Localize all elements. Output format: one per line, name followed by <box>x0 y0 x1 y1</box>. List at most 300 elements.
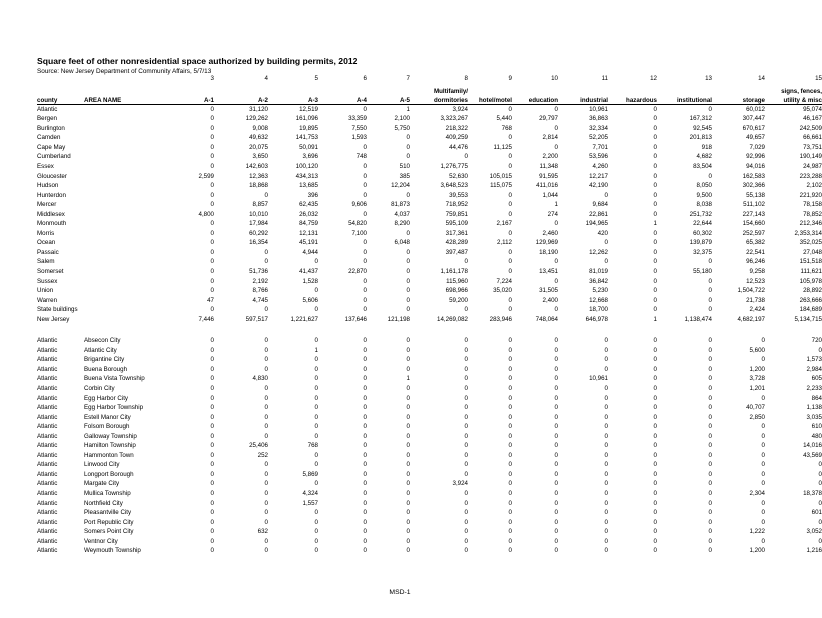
value-cell: 41,437 <box>299 267 318 275</box>
header-a2: A-2 <box>214 95 268 105</box>
value-cell: 33,359 <box>348 115 367 123</box>
county-cell: Atlantic <box>37 509 58 517</box>
value-cell: 0 <box>210 413 214 421</box>
value-cell: 0 <box>653 201 657 209</box>
value-cell: 59,200 <box>449 296 468 304</box>
value-cell: 0 <box>554 499 558 507</box>
value-cell: 0 <box>604 518 608 526</box>
value-cell: 0 <box>554 375 558 383</box>
value-cell: 0 <box>210 461 214 469</box>
value-cell: 6,048 <box>394 239 410 247</box>
column-number: 5 <box>314 75 318 82</box>
value-cell: 0 <box>708 337 712 345</box>
area-name-cell <box>84 191 180 201</box>
area-name-cell: Absecon City <box>84 337 121 345</box>
county-row <box>37 315 822 325</box>
area-name-cell: Egg Harbor City <box>84 394 129 402</box>
municipal-row <box>37 394 822 404</box>
value-cell: 0 <box>210 365 214 373</box>
municipal-row <box>37 423 822 433</box>
value-cell: 0 <box>406 258 410 266</box>
value-cell: 263,666 <box>799 296 822 304</box>
value-cell: 0 <box>818 470 822 478</box>
value-cell: 0 <box>653 432 657 440</box>
value-cell: 0 <box>464 306 468 314</box>
value-cell: 0 <box>210 153 214 161</box>
value-cell: 0 <box>210 375 214 383</box>
value-cell: 0 <box>508 153 512 161</box>
value-cell: 420 <box>597 229 608 237</box>
value-cell: 759,851 <box>445 210 468 218</box>
value-cell: 1,161,178 <box>440 267 468 275</box>
area-name-cell <box>84 143 180 153</box>
value-cell: 428,289 <box>445 239 468 247</box>
area-name-cell: Northfield City <box>84 499 123 507</box>
value-cell: 0 <box>210 134 214 142</box>
value-cell: 601 <box>811 509 822 517</box>
value-cell: 66,661 <box>803 134 822 142</box>
value-cell: 0 <box>508 384 512 392</box>
value-cell: 0 <box>210 499 214 507</box>
value-cell: 3,035 <box>806 413 822 421</box>
value-cell: 7,446 <box>198 315 214 323</box>
value-cell: 0 <box>264 306 268 314</box>
value-cell: 121,198 <box>387 315 410 323</box>
area-name-cell <box>84 296 180 306</box>
area-name-cell: Ventnor City <box>84 537 118 545</box>
value-cell: 0 <box>210 287 214 295</box>
value-cell: 22,644 <box>693 220 712 228</box>
value-cell: 0 <box>554 423 558 431</box>
value-cell: 18,378 <box>803 490 822 497</box>
value-cell: 55,180 <box>693 267 712 275</box>
value-cell: 0 <box>210 470 214 478</box>
value-cell: 0 <box>653 287 657 295</box>
value-cell: 0 <box>314 432 318 440</box>
value-cell: 283,946 <box>489 315 512 323</box>
municipal-row <box>37 384 822 394</box>
value-cell: 0 <box>363 442 367 450</box>
value-cell: 0 <box>604 537 608 545</box>
county-cell: Passaic <box>37 248 59 256</box>
value-cell: 0 <box>708 277 712 285</box>
value-cell: 0 <box>653 248 657 256</box>
county-cell: Atlantic <box>37 547 58 555</box>
county-cell: Atlantic <box>37 337 58 345</box>
value-cell: 0 <box>604 442 608 450</box>
value-cell: 49,657 <box>746 134 765 142</box>
value-cell: 0 <box>508 451 512 459</box>
value-cell: 0 <box>406 490 410 497</box>
value-cell: 0 <box>363 547 367 555</box>
value-cell: 0 <box>761 423 765 431</box>
value-cell: 0 <box>406 191 410 199</box>
value-cell: 0 <box>653 210 657 218</box>
area-name-cell: Folsom Borough <box>84 423 130 431</box>
value-cell: 31,505 <box>539 287 558 295</box>
value-cell: 0 <box>554 451 558 459</box>
value-cell: 0 <box>406 413 410 421</box>
header-area-name: AREA NAME <box>84 95 180 105</box>
value-cell: 4,745 <box>252 296 268 304</box>
value-cell: 12,668 <box>589 296 608 304</box>
value-cell: 0 <box>653 182 657 190</box>
value-cell: 0 <box>554 461 558 469</box>
value-cell: 0 <box>653 451 657 459</box>
area-name-cell <box>84 200 180 210</box>
county-row <box>37 124 822 134</box>
value-cell: 1 <box>653 315 657 323</box>
value-cell: 0 <box>363 537 367 545</box>
area-name-cell: Egg Harbor Township <box>84 404 144 412</box>
value-cell: 0 <box>708 306 712 314</box>
value-cell: 0 <box>554 124 558 132</box>
municipal-row <box>37 346 822 356</box>
value-cell: 1 <box>653 220 657 228</box>
value-cell: 0 <box>464 413 468 421</box>
value-cell: 1,201 <box>749 384 765 392</box>
value-cell: 0 <box>264 509 268 517</box>
value-cell: 0 <box>406 432 410 440</box>
value-cell: 0 <box>653 124 657 132</box>
value-cell: 0 <box>363 384 367 392</box>
value-cell: 0 <box>210 143 214 151</box>
value-cell: 595,109 <box>445 220 468 228</box>
value-cell: 223,288 <box>799 172 822 180</box>
value-cell: 60,012 <box>746 105 765 113</box>
value-cell: 0 <box>314 537 318 545</box>
value-cell: 0 <box>508 201 512 209</box>
county-cell: Atlantic <box>37 105 58 113</box>
value-cell: 0 <box>363 296 367 304</box>
value-cell: 83,504 <box>693 162 712 170</box>
area-name-cell <box>84 258 180 268</box>
county-cell: Camden <box>37 134 61 142</box>
value-cell: 0 <box>210 537 214 545</box>
value-cell: 0 <box>406 143 410 151</box>
value-cell: 1 <box>406 375 410 383</box>
value-cell: 0 <box>363 239 367 247</box>
value-cell: 0 <box>508 423 512 431</box>
value-cell: 597,517 <box>245 315 268 323</box>
value-cell: 0 <box>653 509 657 517</box>
value-cell: 2,814 <box>542 134 558 142</box>
value-cell: 40,707 <box>746 404 765 412</box>
value-cell: 212,346 <box>799 220 822 228</box>
value-cell: 0 <box>210 509 214 517</box>
value-cell: 78,158 <box>803 201 822 209</box>
value-cell: 18,868 <box>249 182 268 190</box>
value-cell: 0 <box>210 528 214 536</box>
value-cell: 1,528 <box>302 277 318 285</box>
area-name-cell: Longport Borough <box>84 470 134 478</box>
value-cell: 4,037 <box>394 210 410 218</box>
area-name-cell <box>84 162 180 172</box>
value-cell: 0 <box>363 210 367 218</box>
value-cell: 0 <box>554 346 558 354</box>
value-cell: 0 <box>264 499 268 507</box>
value-cell: 0 <box>363 258 367 266</box>
value-cell: 0 <box>264 365 268 373</box>
value-cell: 0 <box>210 346 214 354</box>
value-cell: 0 <box>264 432 268 440</box>
value-cell: 0 <box>653 499 657 507</box>
value-cell: 0 <box>264 480 268 488</box>
value-cell: 0 <box>210 432 214 440</box>
value-cell: 0 <box>708 490 712 497</box>
county-row <box>37 258 822 268</box>
value-cell: 1,504,722 <box>737 287 765 295</box>
value-cell: 0 <box>604 356 608 364</box>
value-cell: 162,583 <box>742 172 765 180</box>
value-cell: 36,863 <box>589 115 608 123</box>
value-cell: 1 <box>314 346 318 354</box>
value-cell: 96,246 <box>746 258 765 266</box>
value-cell: 0 <box>314 518 318 526</box>
value-cell: 718,952 <box>445 201 468 209</box>
header-industrial: industrial <box>558 95 608 105</box>
value-cell: 0 <box>314 547 318 555</box>
value-cell: 3,650 <box>252 153 268 161</box>
value-cell: 194,965 <box>585 220 608 228</box>
value-cell: 0 <box>264 490 268 497</box>
value-cell: 0 <box>314 384 318 392</box>
value-cell: 0 <box>604 547 608 555</box>
area-name-cell: Hammonton Town <box>84 451 134 459</box>
value-cell: 0 <box>210 337 214 345</box>
area-name-cell: Somers Point City <box>84 528 134 536</box>
county-cell: Atlantic <box>37 528 58 536</box>
county-cell: New Jersey <box>37 315 70 323</box>
value-cell: 0 <box>708 451 712 459</box>
value-cell: 0 <box>406 384 410 392</box>
value-cell: 0 <box>604 509 608 517</box>
value-cell: 0 <box>464 461 468 469</box>
value-cell: 0 <box>363 365 367 373</box>
municipal-row <box>37 528 822 538</box>
value-cell: 84,759 <box>299 220 318 228</box>
value-cell: 0 <box>210 258 214 266</box>
value-cell: 0 <box>653 191 657 199</box>
value-cell: 151,518 <box>799 258 822 266</box>
value-cell: 0 <box>363 432 367 440</box>
value-cell: 45,191 <box>299 239 318 247</box>
county-cell: Atlantic <box>37 384 58 392</box>
value-cell: 0 <box>210 394 214 402</box>
value-cell: 0 <box>363 423 367 431</box>
value-cell: 0 <box>653 480 657 488</box>
value-cell: 9,606 <box>351 201 367 209</box>
value-cell: 18,700 <box>589 306 608 314</box>
value-cell: 0 <box>653 375 657 383</box>
value-cell: 0 <box>406 528 410 536</box>
value-cell: 9,500 <box>696 191 712 199</box>
area-name-cell: Linwood City <box>84 461 120 469</box>
value-cell: 0 <box>264 518 268 526</box>
value-cell: 0 <box>604 384 608 392</box>
value-cell: 44,476 <box>449 143 468 151</box>
value-cell: 0 <box>464 404 468 412</box>
value-cell: 10,010 <box>249 210 268 218</box>
county-cell: Hunterdon <box>37 191 66 199</box>
value-cell: 0 <box>604 451 608 459</box>
value-cell: 0 <box>653 423 657 431</box>
value-cell: 1,276,775 <box>440 162 468 170</box>
value-cell: 0 <box>761 461 765 469</box>
value-cell: 0 <box>363 346 367 354</box>
value-cell: 22,861 <box>589 210 608 218</box>
value-cell: 0 <box>363 105 367 113</box>
area-name-cell <box>84 267 180 277</box>
value-cell: 5,606 <box>302 296 318 304</box>
value-cell: 73,751 <box>803 143 822 151</box>
value-cell: 0 <box>264 191 268 199</box>
value-cell: 0 <box>210 229 214 237</box>
report-title: Square feet of other nonresidential space authorized by building permits, 2012 <box>37 56 358 66</box>
value-cell: 0 <box>554 537 558 545</box>
value-cell: 632 <box>257 528 268 536</box>
county-row <box>37 181 822 191</box>
value-cell: 0 <box>508 432 512 440</box>
county-row <box>37 248 822 258</box>
value-cell: 0 <box>210 267 214 275</box>
value-cell: 0 <box>508 306 512 314</box>
value-cell: 0 <box>508 258 512 266</box>
value-cell: 29,797 <box>539 115 558 123</box>
area-name-cell: Corbin City <box>84 384 115 392</box>
value-cell: 2,400 <box>542 296 558 304</box>
value-cell: 227,143 <box>742 210 765 218</box>
value-cell: 0 <box>464 470 468 478</box>
value-cell: 0 <box>653 461 657 469</box>
value-cell: 0 <box>604 528 608 536</box>
value-cell: 252 <box>257 451 268 459</box>
value-cell: 0 <box>653 105 657 113</box>
value-cell: 0 <box>264 404 268 412</box>
value-cell: 0 <box>708 470 712 478</box>
value-cell: 0 <box>508 191 512 199</box>
value-cell: 0 <box>314 258 318 266</box>
value-cell: 251,732 <box>689 210 712 218</box>
value-cell: 115,075 <box>490 182 512 190</box>
municipal-row <box>37 547 822 557</box>
value-cell: 0 <box>554 384 558 392</box>
value-cell: 1,216 <box>806 547 822 555</box>
value-cell: 9,258 <box>749 267 765 275</box>
county-cell: Somerset <box>37 267 64 275</box>
value-cell: 54,820 <box>348 220 367 228</box>
county-cell: Bergen <box>37 115 57 123</box>
value-cell: 7,029 <box>749 143 765 151</box>
value-cell: 1,200 <box>749 547 765 555</box>
value-cell: 1 <box>406 105 410 113</box>
value-cell: 8,857 <box>252 201 268 209</box>
value-cell: 748 <box>356 153 367 161</box>
value-cell: 12,204 <box>391 182 410 190</box>
value-cell: 17,984 <box>249 220 268 228</box>
value-cell: 0 <box>761 451 765 459</box>
value-cell: 0 <box>653 267 657 275</box>
value-cell: 0 <box>604 346 608 354</box>
header-storage: storage <box>712 95 765 105</box>
municipal-row <box>37 537 822 547</box>
value-cell: 0 <box>554 306 558 314</box>
county-cell: Atlantic <box>37 480 58 488</box>
value-cell: 7,224 <box>496 277 512 285</box>
value-cell: 1 <box>554 201 558 209</box>
value-cell: 0 <box>604 394 608 402</box>
value-cell: 0 <box>210 404 214 412</box>
column-number: 12 <box>650 75 657 82</box>
area-name-cell: Pleasantville City <box>84 509 132 517</box>
area-name-cell <box>84 181 180 191</box>
value-cell: 0 <box>554 356 558 364</box>
value-cell: 0 <box>508 365 512 373</box>
value-cell: 2,460 <box>542 229 558 237</box>
header-a1: A-1 <box>180 95 214 105</box>
value-cell: 0 <box>363 528 367 536</box>
value-cell: 2,850 <box>749 413 765 421</box>
value-cell: 511,102 <box>743 201 765 209</box>
county-cell: Sussex <box>37 277 58 285</box>
area-name-cell: Margate City <box>84 480 120 488</box>
value-cell: 0 <box>406 365 410 373</box>
value-cell: 0 <box>464 451 468 459</box>
value-cell: 698,966 <box>445 287 468 295</box>
county-cell: Atlantic <box>37 375 58 383</box>
municipal-row <box>37 375 822 385</box>
value-cell: 218,322 <box>445 124 468 132</box>
value-cell: 28,892 <box>803 287 822 295</box>
value-cell: 0 <box>604 480 608 488</box>
value-cell: 0 <box>406 134 410 142</box>
value-cell: 0 <box>464 384 468 392</box>
column-number-row <box>37 76 822 86</box>
value-cell: 0 <box>363 356 367 364</box>
column-number: 10 <box>551 75 558 82</box>
value-cell: 0 <box>508 210 512 218</box>
value-cell: 32,375 <box>693 248 712 256</box>
value-cell: 610 <box>811 423 822 431</box>
value-cell: 0 <box>554 518 558 526</box>
county-row <box>37 191 822 201</box>
value-cell: 0 <box>363 248 367 256</box>
value-cell: 0 <box>554 365 558 373</box>
header-a3: A-3 <box>268 95 318 105</box>
value-cell: 161,096 <box>295 115 318 123</box>
value-cell: 11,125 <box>493 143 512 151</box>
value-cell: 1,221,627 <box>290 315 318 323</box>
value-cell: 307,447 <box>742 115 765 123</box>
value-cell: 0 <box>508 499 512 507</box>
municipal-row <box>37 356 822 366</box>
area-name-cell: Buena Borough <box>84 365 128 373</box>
header-multifamily: Multifamily/ <box>433 87 468 95</box>
county-cell: Middlesex <box>37 210 65 218</box>
value-cell: 0 <box>314 461 318 469</box>
value-cell: 0 <box>314 451 318 459</box>
value-cell: 0 <box>363 306 367 314</box>
value-cell: 864 <box>811 394 822 402</box>
area-name-cell: Atlantic City <box>84 346 117 354</box>
value-cell: 0 <box>464 153 468 161</box>
county-row <box>37 200 822 210</box>
value-cell: 0 <box>761 518 765 526</box>
value-cell: 0 <box>818 499 822 507</box>
value-cell: 2,984 <box>806 365 822 373</box>
value-cell: 4,324 <box>302 490 318 497</box>
value-cell: 0 <box>604 337 608 345</box>
